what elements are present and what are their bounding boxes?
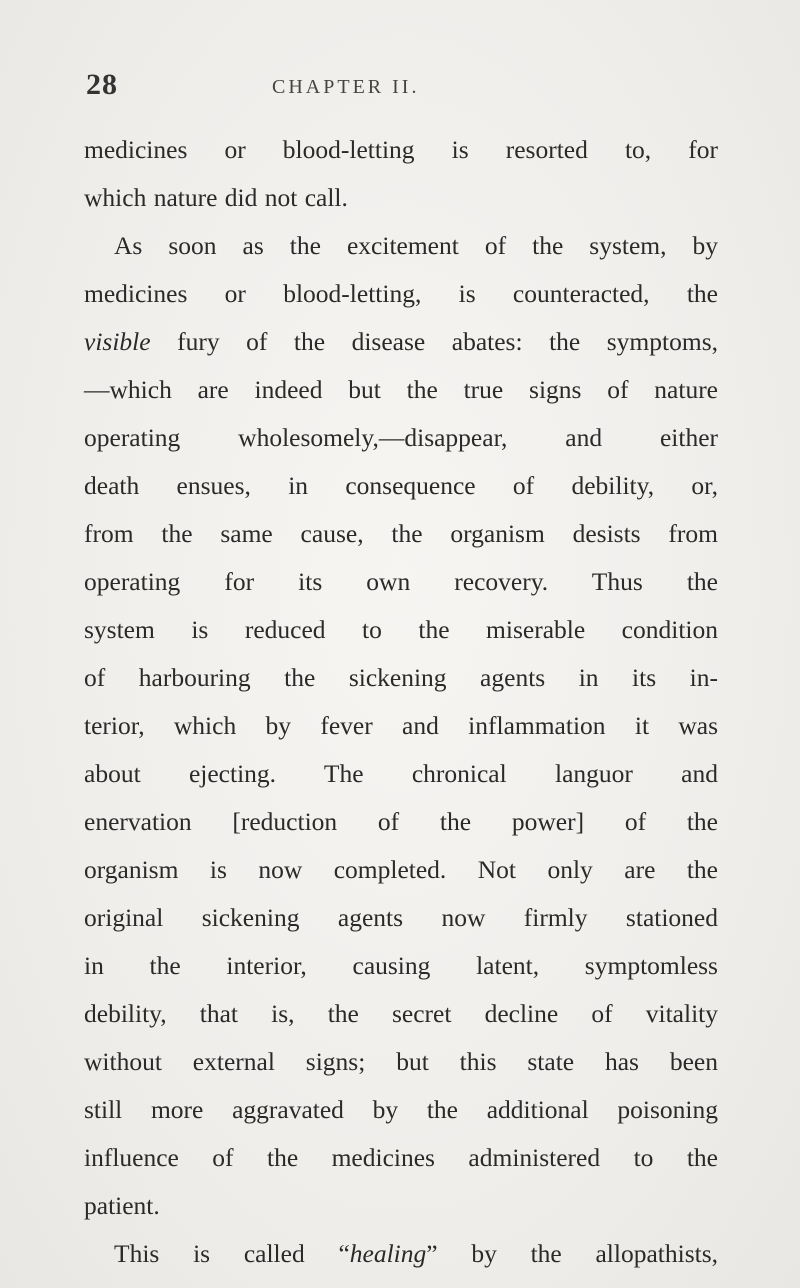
text-line-start: This is called xyxy=(114,1239,305,1268)
page-header xyxy=(86,68,726,112)
text-line: debility, that is, the secret decline of vitality xyxy=(84,999,718,1028)
italic-word-visible: visible xyxy=(84,327,151,356)
text-line: which nature did not call. xyxy=(84,183,348,212)
close-quote: ” xyxy=(426,1239,438,1268)
text-line: operating wholesomely,—disappear, and either xyxy=(84,423,718,452)
text-line: from the same cause, the organism desists from xyxy=(84,519,718,548)
text-line: of harbouring the sickening agents in its in- xyxy=(84,663,718,692)
text-line: —which are indeed but the true signs of nature xyxy=(84,375,718,404)
text-line: death ensues, in consequence of debility, or, xyxy=(84,471,718,500)
page-number: 28 xyxy=(86,68,118,101)
text-line: system is reduced to the miserable condition xyxy=(84,615,718,644)
text-line-with-italic xyxy=(84,318,718,366)
body-text xyxy=(84,126,718,1278)
text-line: terior, which by fever and inflammation it was xyxy=(84,711,718,740)
italic-word-healing: healing xyxy=(349,1239,427,1268)
text-line-with-italic xyxy=(84,1230,718,1278)
open-quote: “ xyxy=(338,1239,350,1268)
text-line: original sickening agents now firmly stationed xyxy=(84,903,718,932)
text-line-rest: fury of the disease abates: the symptoms, xyxy=(177,327,718,356)
text-line: As soon as the excitement of the system, by xyxy=(114,231,718,260)
text-line: medicines or blood-letting is resorted to, for xyxy=(84,135,718,164)
text-line-rest: by the allopathists, xyxy=(471,1239,719,1268)
text-line: enervation [reduction of the power] of the xyxy=(84,807,718,836)
text-line: operating for its own recovery. Thus the xyxy=(84,567,718,596)
text-line: about ejecting. The chronical languor and xyxy=(84,759,718,788)
text-line: patient. xyxy=(84,1191,160,1220)
text-line: medicines or blood-letting, is counteracted, the xyxy=(84,279,718,308)
running-head: CHAPTER II. xyxy=(272,76,420,98)
text-line: in the interior, causing latent, symptomless xyxy=(84,951,718,980)
text-line: still more aggravated by the additional poisoning xyxy=(84,1095,718,1124)
text-line: without external signs; but this state has been xyxy=(84,1047,718,1076)
text-line: influence of the medicines administered to the xyxy=(84,1143,718,1172)
text-line: organism is now completed. Not only are the xyxy=(84,855,718,884)
